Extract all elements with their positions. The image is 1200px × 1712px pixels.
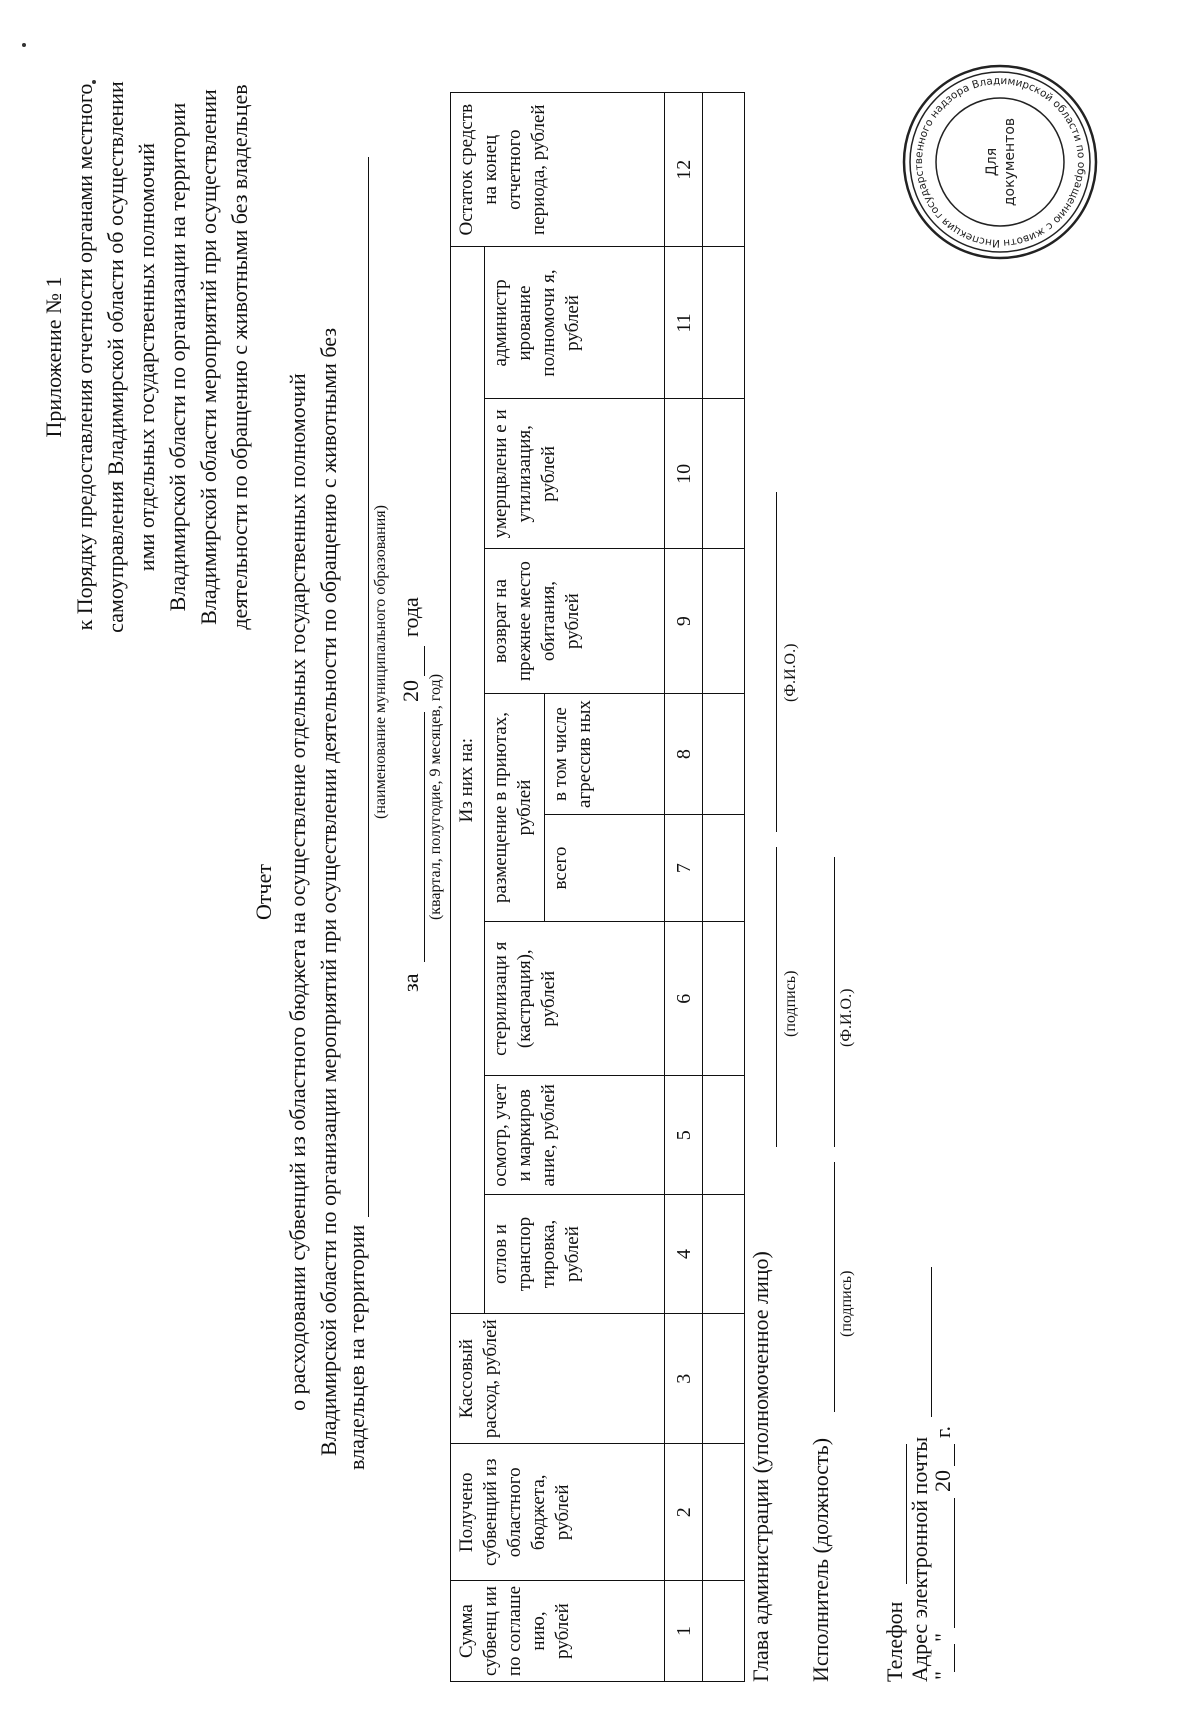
executor-name-caption: (Ф.И.О.)	[838, 988, 855, 1047]
date-quote-close: "	[930, 1633, 955, 1642]
appendix-line: ими отдельных государственных полномочий	[134, 142, 159, 572]
phone-label: Телефон	[882, 1601, 907, 1682]
date-year: 20	[930, 1470, 955, 1492]
date-day-line	[954, 1644, 955, 1672]
period-suffix: года	[398, 597, 423, 637]
appendix-title: Приложение № 1	[41, 276, 66, 438]
col-number: 1	[665, 1581, 703, 1682]
col-number: 8	[665, 694, 703, 815]
header-group: Из них на:	[451, 247, 485, 1313]
stamp-ring-text: Инспекция государственного надзора Владимирской области по обращению с животн	[912, 74, 1088, 250]
header-col5: осмотр, учет и маркиров ание, рублей	[485, 1076, 665, 1195]
data-cell[interactable]	[703, 1195, 745, 1314]
col-number: 9	[665, 549, 703, 694]
col-number: 6	[665, 922, 703, 1076]
header-col2: Получено субвенций из областного бюджета, рублей	[451, 1444, 665, 1581]
data-cell[interactable]	[703, 1313, 745, 1444]
data-cell[interactable]	[703, 93, 745, 247]
col-number: 7	[665, 815, 703, 922]
date-suffix: г.	[930, 1425, 955, 1438]
date-line	[930, 1390, 960, 1680]
header-col10: умерщвлени е и утилизация, рублей	[485, 399, 665, 549]
header-col6: стерилизаци я (кастрация), рублей	[485, 922, 665, 1076]
header-col11: администр ирование полномочи я, рублей	[485, 247, 665, 399]
executor-sign-caption: (подпись)	[838, 1270, 855, 1337]
header-col4: отлов и транспор тировка, рублей	[485, 1195, 665, 1314]
scan-speck	[22, 43, 26, 47]
data-cell[interactable]	[703, 694, 745, 815]
data-cell[interactable]	[703, 549, 745, 694]
executor-sign-line	[834, 1162, 835, 1412]
period-year-prefix: 20	[398, 680, 423, 702]
period-line	[424, 712, 425, 962]
appendix-line: самоуправления Владимирской области об осуществлении	[103, 81, 128, 633]
head-name-caption: (Ф.И.О.)	[782, 643, 799, 702]
executor-label: Исполнитель (должность)	[808, 1437, 833, 1682]
data-cell[interactable]	[703, 922, 745, 1076]
stamp-seal-icon	[900, 62, 1100, 262]
report-line: Владимирской области по организации мероприятий при осуществлении деятельности по обращению с животными без	[316, 327, 341, 1457]
appendix-header	[38, 42, 255, 672]
header-col1: Сумма субвенц ии по соглаше нию, рублей	[451, 1581, 665, 1682]
appendix-line: Владимирской области по организации на территории	[165, 102, 190, 612]
col-number: 10	[665, 399, 703, 549]
header-col9: возврат на прежнее место обитания, рублей	[485, 549, 665, 694]
data-cell[interactable]	[703, 247, 745, 399]
date-month-line	[954, 1498, 955, 1628]
stamp-center-text: документов	[1002, 117, 1018, 207]
period-year-line	[424, 646, 425, 676]
report-line: владельцев на территории	[344, 1224, 369, 1470]
head-name-line	[776, 492, 777, 832]
col-number: 5	[665, 1076, 703, 1195]
report-table	[450, 92, 745, 1682]
data-cell[interactable]	[703, 1076, 745, 1195]
period-caption: (квартал, полугодие, 9 месяцев, год)	[427, 673, 444, 921]
header-col78: размещение в приютах, рублей	[485, 694, 545, 922]
date-quote-open: "	[930, 1671, 955, 1680]
data-cell[interactable]	[703, 399, 745, 549]
scan-speck	[92, 80, 96, 84]
data-cell[interactable]	[703, 815, 745, 922]
header-col8: в том числе агрессив ных	[545, 694, 665, 815]
head-sign-line	[776, 847, 777, 1147]
data-cell[interactable]	[703, 1581, 745, 1682]
appendix-line: Владимирской области мероприятий при осуществлении	[196, 89, 221, 625]
stamp	[900, 62, 1100, 262]
municipality-line	[368, 157, 369, 1217]
col-number: 2	[665, 1444, 703, 1581]
header-col7: всего	[545, 815, 665, 922]
date-year-line	[954, 1444, 955, 1466]
executor-name-line	[834, 857, 835, 1147]
col-number: 12	[665, 93, 703, 247]
col-number: 11	[665, 247, 703, 399]
email-label: Адрес электронной почты	[907, 1436, 932, 1682]
col-number: 3	[665, 1313, 703, 1444]
header-col12: Остаток средств на конец отчетного периода, рублей	[451, 93, 665, 247]
stamp-center-text: Для	[984, 147, 1000, 177]
col-number: 4	[665, 1195, 703, 1314]
report-line: о расходовании субвенций из областного бюджета на осуществление отдельных государственных полномочий	[285, 373, 310, 1411]
header-col3: Кассовый расход, рублей	[451, 1313, 665, 1444]
report-heading: Отчет	[251, 864, 276, 920]
head-label: Глава администрации (уполномоченное лицо)	[748, 1251, 773, 1682]
head-sign-caption: (подпись)	[782, 970, 799, 1037]
appendix-line: деятельности по обращению с животными без владельцев	[227, 84, 252, 630]
data-cell[interactable]	[703, 1444, 745, 1581]
period-prefix: за	[398, 973, 423, 992]
appendix-line: к Порядку предоставления отчетности органами местного	[72, 83, 97, 631]
municipality-caption: (наименование муниципального образования)	[372, 505, 389, 819]
